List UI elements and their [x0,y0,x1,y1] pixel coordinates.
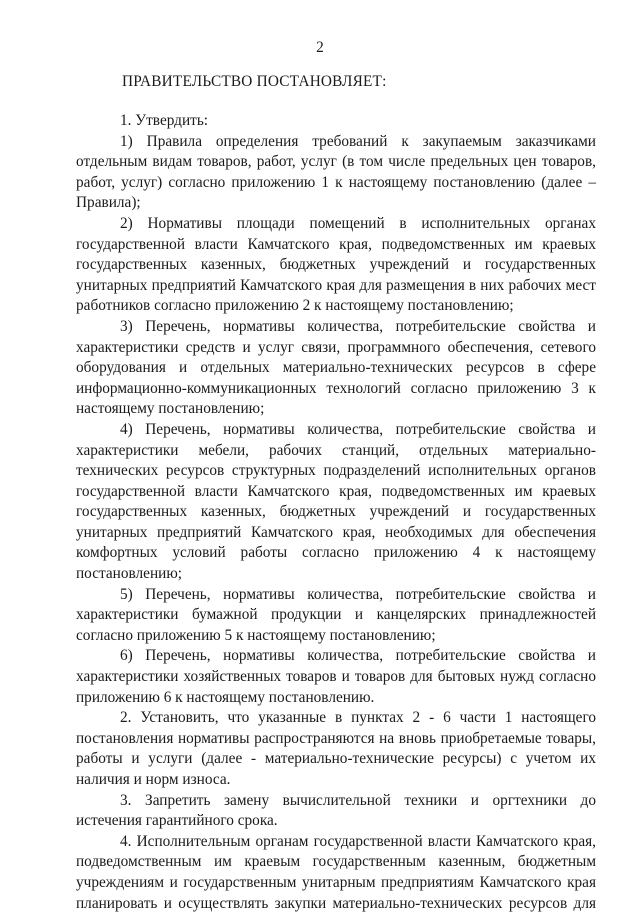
paragraph-2: 2. Установить, что указанные в пунктах 2 - 6 части 1 настоящего постановления нормативы распространяются на вновь приобретаемые товары, работы и услуги (далее - материально-технические ресурсы) с учетом их наличия и норм износа. [76,709,596,788]
paragraph-3: 3. Запретить замену вычислительной техники и оргтехники до истечения гарантийного срока. [76,791,596,830]
resolution-heading: ПРАВИТЕЛЬСТВО ПОСТАНОВЛЯЕТ: [122,73,387,90]
paragraph-1-6: 6) Перечень, нормативы количества, потребительские свойства и характеристики хозяйственных товаров и товаров для бытовых нужд согласно приложению 6 к настоящему постановлению. [76,647,596,706]
paragraph-1-4: 4) Перечень, нормативы количества, потребительские свойства и характеристики мебели, рабочих станций, отдельных материально-технических ресурсов структурных подразделений исполнительных органов государственной власти Камчатского края, подведомственных им краевых государственных казенных, бюджетных учреждений и государственных унитарных предприятий Камчатского края, необходимых для обеспечения комфортных условий работы согласно приложению 4 к настоящему постановлению; [76,420,596,583]
page-number: 2 [316,39,324,56]
paragraph-1-2: 2) Нормативы площади помещений в исполнительных органах государственной власти Камчатского края, подведомственных им краевых государственных казенных, бюджетных учреждений и государственных унитарных предприятий Камчатского края для размещения в них рабочих мест работников согласно приложению 2 к настоящему постановлению; [76,214,596,315]
paragraph-1-5: 5) Перечень, нормативы количества, потребительские свойства и характеристики бумажной продукции и канцелярских принадлежностей согласно приложению 5 к настоящему постановлению; [76,585,596,644]
paragraph-1-3: 3) Перечень, нормативы количества, потребительские свойства и характеристики средств и услуг связи, программного обеспечения, сетевого оборудования и отдельных материально-технических ресурсов в сфере информационно-коммуникационных технологий согласно приложению 3 к настоящему постановлению; [76,317,596,418]
paragraph-1: 1. Утвердить: [120,112,209,129]
document-body [76,111,596,914]
paragraph-4: 4. Исполнительным органам государственной власти Камчатского края, подведомственным им краевым государственным казенным, бюджетным учреждениям и государственным унитарным предприятиям Камчатского края планировать и осуществлять закупки материально-технических ресурсов для [76,832,596,912]
paragraph-1-1: 1) Правила определения требований к закупаемым заказчиками отдельным видам товаров, работ, услуг (в том числе предельных цен товаров, работ, услуг) согласно приложению 1 к настоящему постановлению (далее – Правила); [76,132,596,212]
